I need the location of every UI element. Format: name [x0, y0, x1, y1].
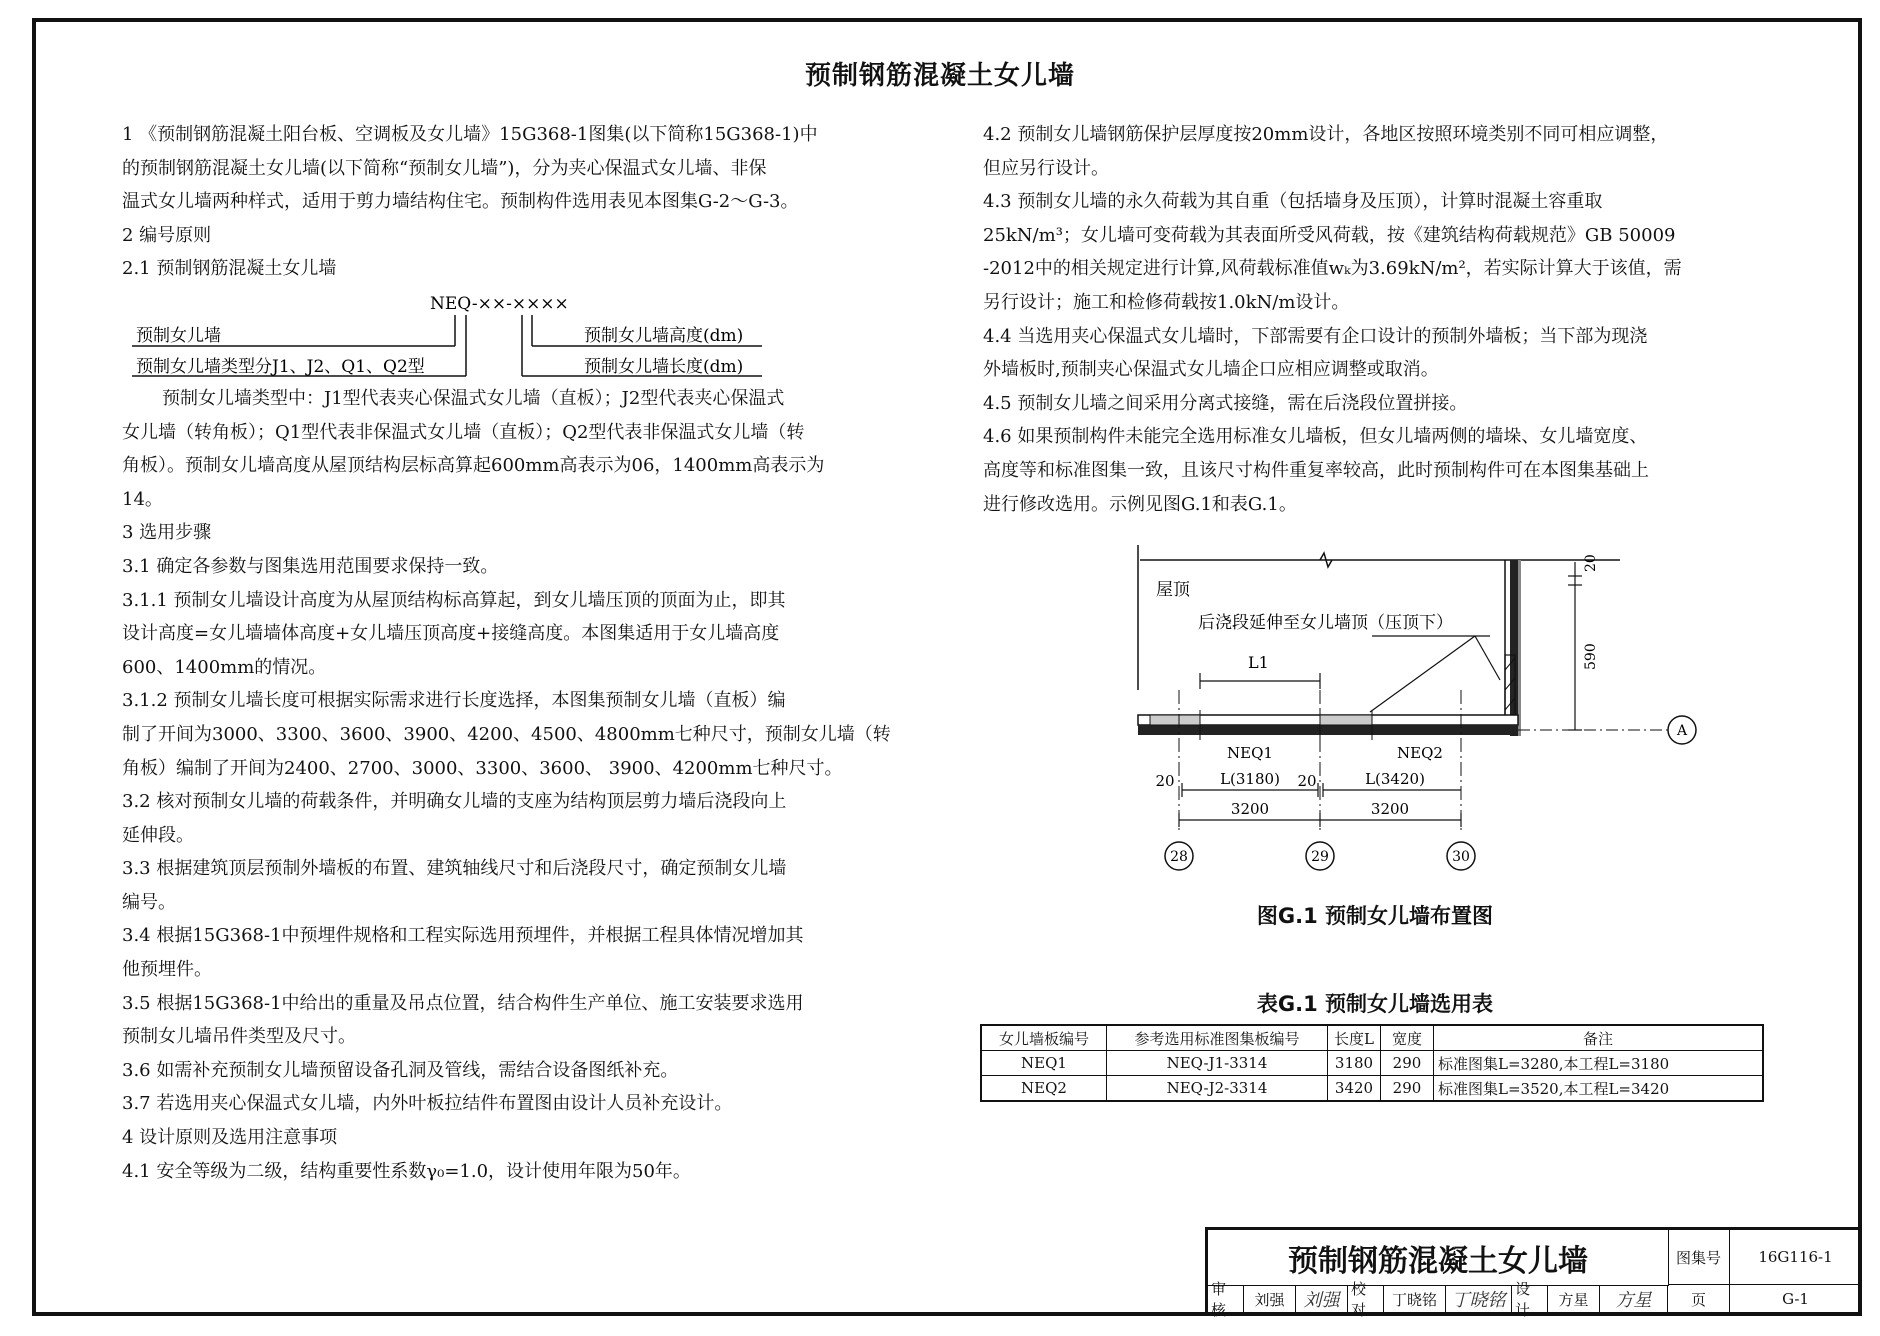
- dim-span-2: 3200: [1370, 800, 1410, 818]
- reviewer-name: 刘强: [1244, 1285, 1296, 1313]
- dim-span-1: 3200: [1230, 800, 1270, 818]
- table-cell: 290: [1381, 1076, 1434, 1102]
- column-header: 长度L: [1328, 1025, 1381, 1051]
- table-cell: 标准图集L=3280,本工程L=3180: [1434, 1051, 1764, 1076]
- text-line: 4.3 预制女儿墙的永久荷载为其自重（包括墙身及压顶），计算时混凝土容重取: [983, 191, 1603, 213]
- text-line: 3.5 根据15G368-1中给出的重量及吊点位置，结合构件生产单位、施工安装要求选用: [122, 992, 804, 1014]
- atlas-no-label: 图集号: [1668, 1230, 1730, 1285]
- text-line: 4.5 预制女儿墙之间采用分离式接缝，需在后浇段位置拼接。: [983, 392, 1468, 414]
- dim-20-mid: 20: [1297, 772, 1317, 790]
- text-line: 2 编号原则: [122, 224, 212, 246]
- table-cell: 标准图集L=3520,本工程L=3420: [1434, 1076, 1764, 1102]
- text-line: 4.6 如果预制构件未能完全选用标准女儿墙板，但女儿墙两侧的墙垛、女儿墙宽度、: [983, 426, 1648, 448]
- text-line: 2.1 预制钢筋混凝土女儿墙: [122, 258, 337, 280]
- check-label: 校对: [1348, 1285, 1384, 1313]
- neq2-label: NEQ2: [1397, 744, 1443, 762]
- checker-signature: 丁晓铭: [1446, 1285, 1512, 1313]
- dim-20-left: 20: [1155, 772, 1175, 790]
- text-line: 3.3 根据建筑顶层预制外墙板的布置、建筑轴线尺寸和后浇段尺寸，确定预制女儿墙: [122, 858, 787, 880]
- axis-a-label: A: [1676, 723, 1688, 739]
- table-cell: 290: [1381, 1051, 1434, 1076]
- text-line: 4.1 安全等级为二级，结构重要性系数γ₀=1.0，设计使用年限为50年。: [122, 1160, 691, 1182]
- parapet-layout-figure: [1120, 540, 1700, 885]
- selection-table: [980, 1024, 1764, 1102]
- text-line: 3.4 根据15G368-1中预埋件规格和工程实际选用预埋件，并根据工程具体情况增加其: [122, 925, 804, 947]
- text-line: 600、1400mm的情况。: [122, 656, 327, 678]
- l1-label: L1: [1248, 653, 1269, 672]
- text-line: 角板）编制了开间为2400、2700、3000、3300、3600、 3900、4200mm七种尺寸。: [122, 757, 843, 779]
- text-line: 女儿墙（转角板）；Q1型代表非保温式女儿墙（直板）；Q2型代表非保温式女儿墙（转: [122, 421, 805, 443]
- text-line: 3.1.2 预制女儿墙长度可根据实际需求进行长度选择，本图集预制女儿墙（直板）编: [122, 690, 786, 712]
- column-header: 备注: [1434, 1025, 1764, 1051]
- text-line: 25kN/m³；女儿墙可变荷载为其表面所受风荷载，按《建筑结构荷载规范》GB 50009: [983, 224, 1676, 246]
- table-cell: 3180: [1328, 1051, 1381, 1076]
- page-label: 页: [1668, 1285, 1730, 1313]
- page-title: 预制钢筋混凝土女儿墙: [804, 61, 1075, 91]
- text-line: 3.1 确定各参数与图集选用范围要求保持一致。: [122, 555, 499, 577]
- text-line: -2012中的相关规定进行计算,风荷载标准值wₖ为3.69kN/m²，若实际计算大于该值，需: [983, 258, 1682, 280]
- text-line: 3 选用步骤: [122, 522, 212, 544]
- code-label-length: 预制女儿墙长度(dm): [584, 356, 744, 377]
- signature-row: [1208, 1280, 1861, 1319]
- text-line: 预制女儿墙吊件类型及尺寸。: [122, 1026, 356, 1048]
- code-diagram: [122, 286, 918, 378]
- text-line: 另行设计；施工和检修荷载按1.0kN/m设计。: [983, 291, 1350, 313]
- text-line: 外墙板时,预制夹心保温式女儿墙企口应相应调整或取消。: [983, 359, 1439, 381]
- text-line: 他预埋件。: [122, 959, 212, 981]
- dim-l-3420: L(3420): [1365, 770, 1425, 788]
- code-label-height: 预制女儿墙高度(dm): [584, 325, 744, 346]
- text-line: 3.6 如需补充预制女儿墙预留设备孔洞及管线，需结合设备图纸补充。: [122, 1059, 679, 1081]
- dim-l-3180: L(3180): [1220, 770, 1280, 788]
- title-block: [1205, 1227, 1858, 1319]
- table-cell: NEQ1: [981, 1051, 1107, 1076]
- text-line: 角板）。预制女儿墙高度从屋顶结构层标高算起600mm高表示为06，1400mm高表示为: [122, 455, 825, 477]
- text-line: 高度等和标准图集一致，且该尺寸构件重复率较高，此时预制构件可在本图集基础上: [983, 459, 1649, 481]
- design-label: 设计: [1512, 1285, 1548, 1313]
- code-label-type-name: 预制女儿墙: [136, 325, 221, 346]
- dim-590: 590: [1583, 643, 1599, 670]
- checker-name: 丁晓铭: [1384, 1285, 1446, 1313]
- column-header: 参考选用标准图集板编号: [1107, 1025, 1328, 1051]
- axis-28-label: 28: [1170, 849, 1188, 865]
- column-header: 女儿墙板编号: [981, 1025, 1107, 1051]
- table-cell: NEQ-J1-3314: [1107, 1051, 1328, 1076]
- reviewer-signature: 刘强: [1296, 1285, 1348, 1313]
- atlas-no-value: 16G116-1: [1730, 1230, 1861, 1285]
- left-column: [122, 118, 918, 1188]
- right-column: [983, 118, 1773, 521]
- axis-29-label: 29: [1311, 849, 1329, 865]
- text-line: 设计高度=女儿墙墙体高度+女儿墙压顶高度+接缝高度。本图集适用于女儿墙高度: [122, 623, 780, 645]
- text-line: 3.1.1 预制女儿墙设计高度为从屋顶结构标高算起，到女儿墙压顶的顶面为止，即其: [122, 589, 786, 611]
- text-line: 4.2 预制女儿墙钢筋保护层厚度按20mm设计，各地区按照环境类别不同可相应调整，: [983, 124, 1669, 145]
- table-caption: 表G.1 预制女儿墙选用表: [1256, 992, 1494, 1016]
- text-line: 编号。: [122, 891, 176, 913]
- roof-label: 屋顶: [1156, 580, 1190, 600]
- review-label: 审核: [1208, 1285, 1244, 1313]
- axis-30-label: 30: [1452, 849, 1470, 865]
- figure-caption: 图G.1 预制女儿墙布置图: [1256, 904, 1494, 928]
- title-block-title: 预制钢筋混凝土女儿墙: [1208, 1230, 1669, 1286]
- table-cell: NEQ2: [981, 1076, 1107, 1102]
- column-header: 宽度: [1381, 1025, 1434, 1051]
- text-line: 预制女儿墙类型中：J1型代表夹心保温式女儿墙（直板）；J2型代表夹心保温式: [162, 387, 785, 409]
- designer-signature: 方星: [1600, 1285, 1668, 1313]
- text-line: 制了开间为3000、3300、3600、3900、4200、4500、4800mm七种尺寸，预制女儿墙（转: [122, 723, 891, 745]
- table-row: [981, 1051, 1763, 1076]
- text-line: 4 设计原则及选用注意事项: [122, 1127, 338, 1149]
- text-line: 14。: [122, 488, 163, 510]
- dim-20-vertical: 20: [1583, 554, 1599, 572]
- table-cell: NEQ-J2-3314: [1107, 1076, 1328, 1102]
- neq1-label: NEQ1: [1227, 744, 1273, 762]
- text-line: 3.7 若选用夹心保温式女儿墙，内外叶板拉结件布置图由设计人员补充设计。: [122, 1093, 733, 1115]
- designer-name: 方星: [1548, 1285, 1600, 1313]
- table-cell: 3420: [1328, 1076, 1381, 1102]
- text-line: 1 《预制钢筋混凝土阳台板、空调板及女儿墙》15G368-1图集(以下简称15G368-1)中: [122, 124, 818, 145]
- text-line: 进行修改选用。示例见图G.1和表G.1。: [983, 493, 1297, 515]
- code-label-type-kind: 预制女儿墙类型分J1、J2、Q1、Q2型: [136, 356, 425, 377]
- code-text: NEQ-××-××××: [430, 293, 569, 314]
- text-line: 但应另行设计。: [983, 157, 1109, 179]
- table-row: [981, 1076, 1763, 1102]
- text-line: 延伸段。: [122, 824, 194, 846]
- text-line: 的预制钢筋混凝土女儿墙(以下简称“预制女儿墙”)，分为夹心保温式女儿墙、非保: [122, 157, 767, 179]
- text-line: 3.2 核对预制女儿墙的荷载条件，并明确女儿墙的支座为结构顶层剪力墙后浇段向上: [122, 791, 787, 813]
- text-line: 4.4 当选用夹心保温式女儿墙时，下部需要有企口设计的预制外墙板；当下部为现浇: [983, 325, 1648, 347]
- table-header-row: [981, 1025, 1763, 1051]
- text-line: 温式女儿墙两种样式，适用于剪力墙结构住宅。预制构件选用表见本图集G-2～G-3。: [122, 191, 799, 213]
- page-no: G-1: [1782, 1290, 1809, 1308]
- post-cast-note: 后浇段延伸至女儿墙顶（压顶下）: [1198, 613, 1453, 633]
